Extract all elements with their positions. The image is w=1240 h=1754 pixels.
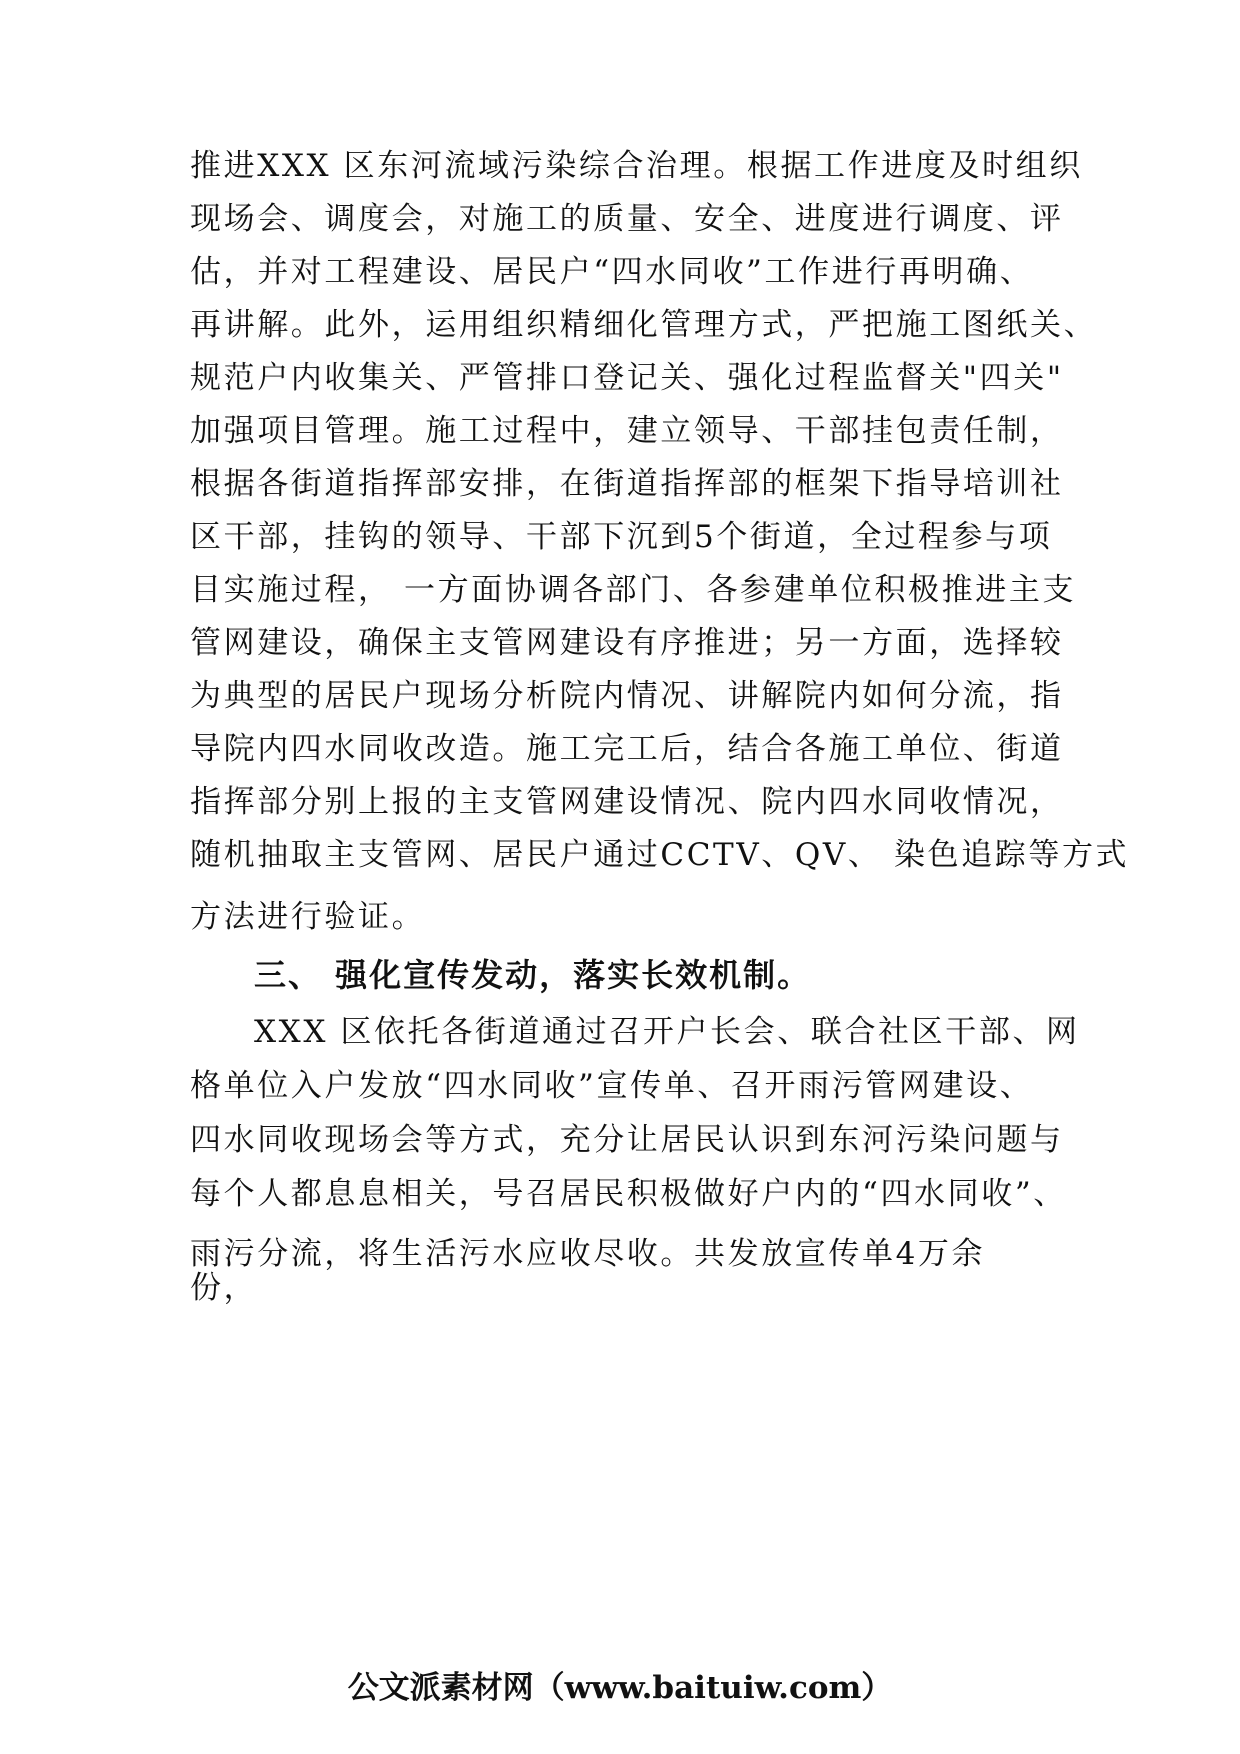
body-text-line: 随机抽取主支管网、居民户通过CCTV、QV、 染色追踪等方式 (190, 837, 1130, 873)
body-text-line: 指挥部分别上报的主支管网建设情况、院内四水同收情况， (190, 784, 1064, 820)
body-text-line: 区干部，挂钩的领导、干部下沉到5个街道，全过程参与项 (190, 519, 1053, 555)
body-text-line: 管网建设，确保主支管网建设有序推进；另一方面，选择较 (190, 625, 1064, 661)
footer-watermark-text: 公文派素材网（www.baituiw.com） (347, 1670, 893, 1706)
body-text-line: 每个人都息息相关，号召居民积极做好户内的“四水同收”、 (190, 1176, 1067, 1212)
body-text-line: 四水同收现场会等方式，充分让居民认识到东河污染问题与 (190, 1122, 1064, 1158)
body-text-line: 根据各街道指挥部安排，在街道指挥部的框架下指导培训社 (190, 466, 1064, 502)
body-text-line: 份， (190, 1270, 258, 1306)
section-heading: 三、 强化宣传发动，落实长效机制。 (254, 956, 812, 994)
body-text-line: 推进XXX 区东河流域污染综合治理。根据工作进度及时组织 (190, 148, 1083, 184)
body-text-line: 目实施过程， 一方面协调各部门、各参建单位积极推进主支 (190, 572, 1077, 608)
body-text-line: 方法进行验证。 (190, 899, 426, 935)
body-text-line: 雨污分流，将生活污水应收尽收。共发放宣传单4万余 (190, 1236, 986, 1272)
body-text-line: 再讲解。此外，运用组织精细化管理方式，严把施工图纸关、 (190, 307, 1098, 343)
body-text-line: 加强项目管理。施工过程中，建立领导、干部挂包责任制， (190, 413, 1064, 449)
body-text-line: 为典型的居民户现场分析院内情况、讲解院内如何分流，指 (190, 678, 1064, 714)
body-text-line: 规范户内收集关、严管排口登记关、强化过程监督关"四关" (190, 360, 1064, 396)
body-text-line: 格单位入户发放“四水同收”宣传单、召开雨污管网建设、 (190, 1068, 1034, 1104)
body-text-line: 现场会、调度会，对施工的质量、安全、进度进行调度、评 (190, 201, 1064, 237)
body-text-line: 估，并对工程建设、居民户“四水同收”工作进行再明确、 (190, 254, 1034, 290)
body-text-line: 导院内四水同收改造。施工完工后，结合各施工单位、街道 (190, 731, 1064, 767)
body-text-line: XXX 区依托各街道通过召开户长会、联合社区干部、网 (254, 1014, 1080, 1050)
